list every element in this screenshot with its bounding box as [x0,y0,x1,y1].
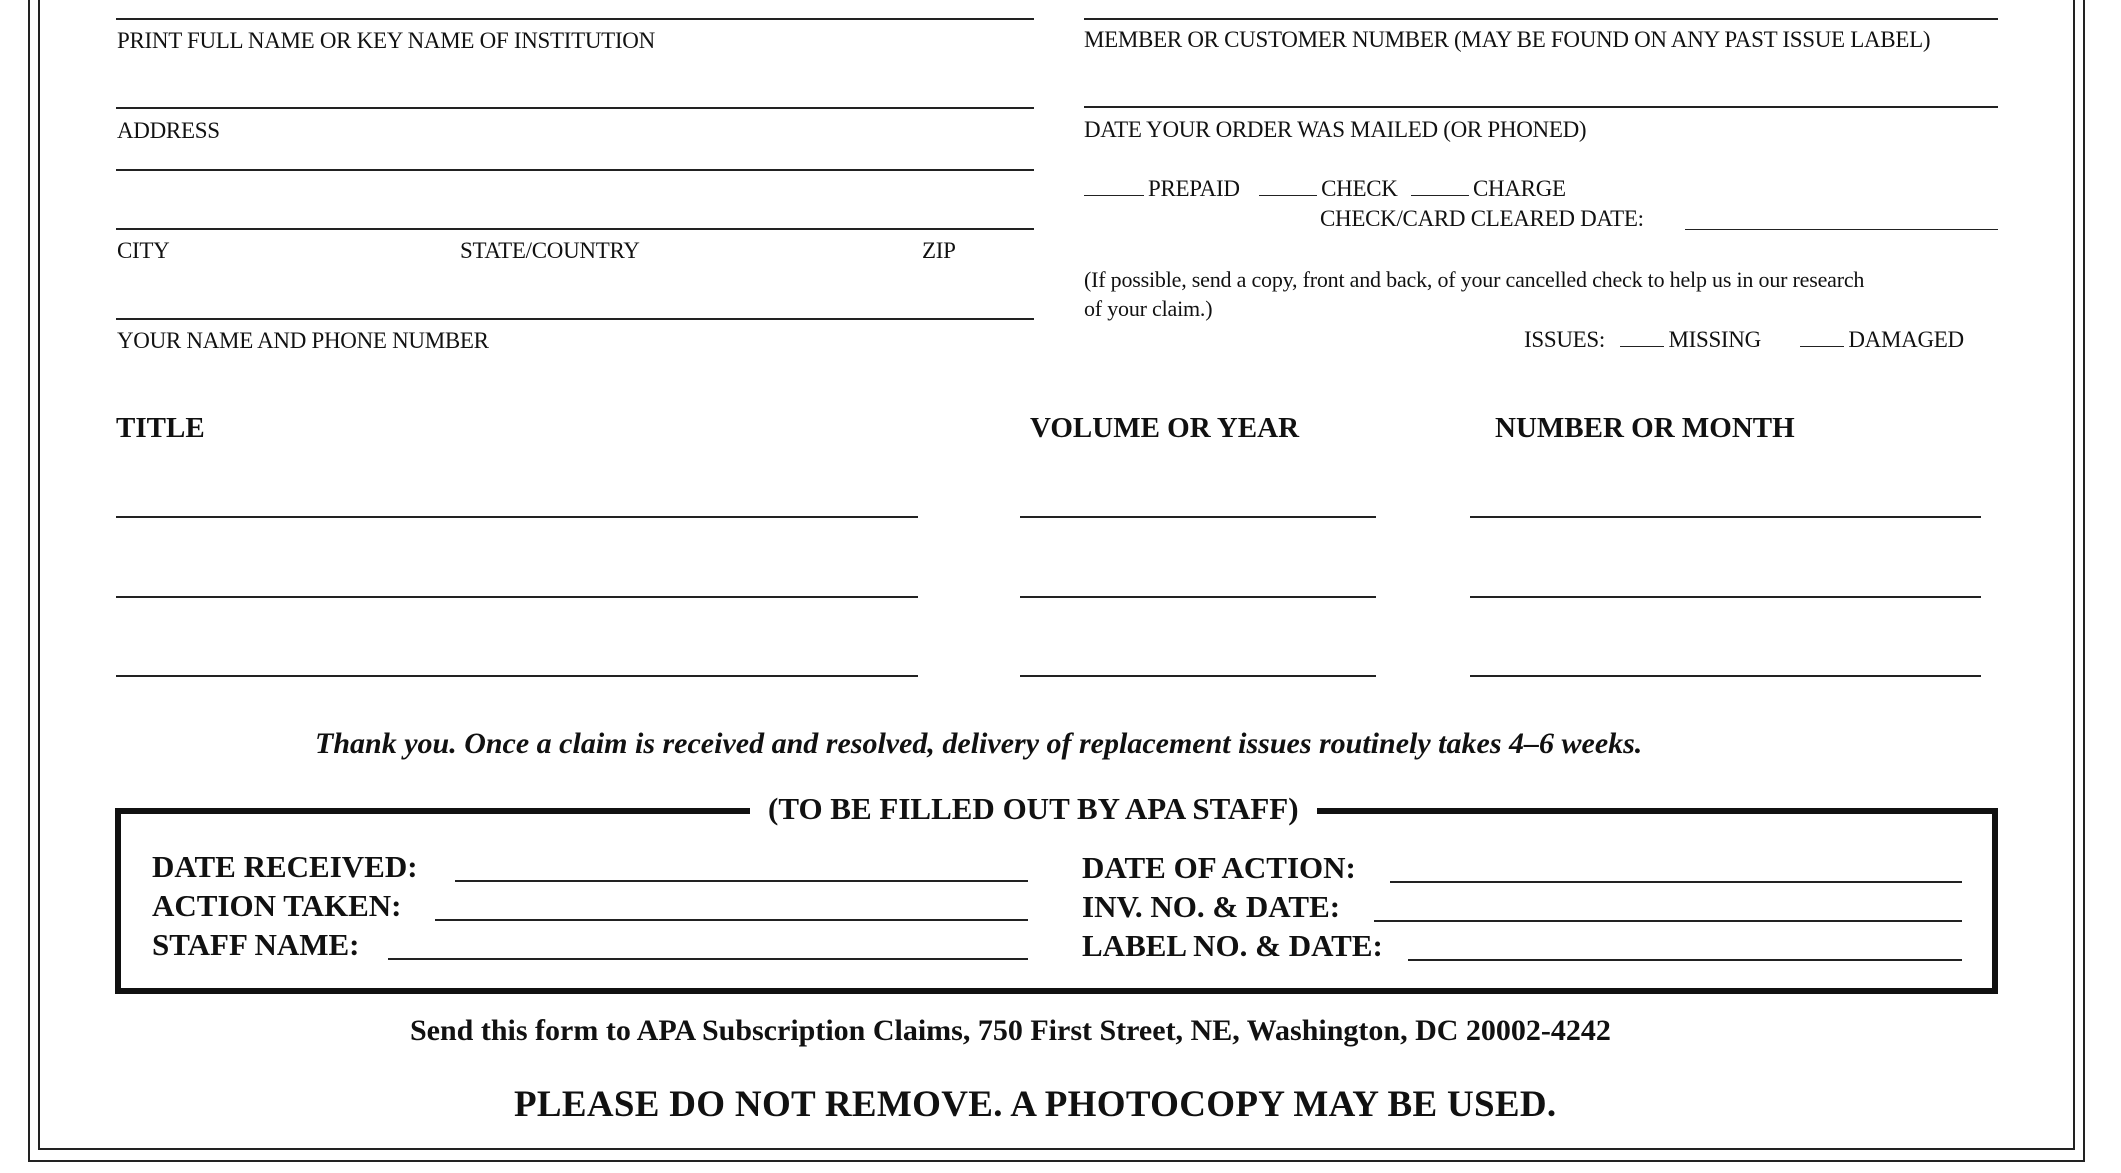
number-entry-line-3[interactable] [1470,675,1981,677]
name-field-label: PRINT FULL NAME OR KEY NAME OF INSTITUTION [117,28,655,53]
mailing-address: Send this form to APA Subscription Claims, 750 First Street, NE, Washington, DC 20002-4242 [410,1014,1611,1047]
payment-options-row [1084,177,1566,200]
cleared-date-line[interactable] [1685,229,1998,230]
title-entry-line-1[interactable] [116,516,918,518]
action-taken-label: ACTION TAKEN: [152,888,402,923]
damaged-label: DAMAGED [1848,327,1964,352]
charge-label: CHARGE [1473,176,1566,201]
date-received-line[interactable] [455,880,1028,882]
issues-label: ISSUES: [1524,327,1605,352]
address-field-label: ADDRESS [117,118,220,143]
title-column-header: TITLE [116,412,205,444]
date-of-action-line[interactable] [1390,881,1962,883]
number-column-header: NUMBER OR MONTH [1495,412,1795,444]
state-field-label: STATE/COUNTRY [460,238,640,263]
number-entry-line-2[interactable] [1470,596,1981,598]
member-field-line-top[interactable] [1084,18,1998,20]
staff-box-title: (TO BE FILLED OUT BY APA STAFF) [750,793,1317,824]
staff-name-line[interactable] [388,958,1028,960]
staff-name-label: STAFF NAME: [152,927,360,962]
photocopy-notice: PLEASE DO NOT REMOVE. A PHOTOCOPY MAY BE USED. [514,1084,1557,1125]
date-received-label: DATE RECEIVED: [152,849,418,884]
inv-no-date-line[interactable] [1374,920,1962,922]
prepaid-blank[interactable] [1084,177,1144,196]
check-copy-note-line2: of your claim.) [1084,296,1213,321]
issues-row [1524,328,1964,351]
address-field-line-top[interactable] [116,107,1034,109]
check-label: CHECK [1321,176,1398,201]
check-copy-note-line1: (If possible, send a copy, front and back, of your cancelled check to help us in our research [1084,267,1865,292]
missing-blank[interactable] [1620,328,1664,347]
action-taken-line[interactable] [435,919,1028,921]
volume-column-header: VOLUME OR YEAR [1030,412,1300,444]
thank-you-message: Thank you. Once a claim is received and resolved, delivery of replacement issues routinely takes 4–6 weeks. [315,727,1643,760]
prepaid-label: PREPAID [1148,176,1240,201]
volume-entry-line-2[interactable] [1020,596,1376,598]
charge-blank[interactable] [1411,177,1469,196]
title-entry-line-3[interactable] [116,675,918,677]
date-of-action-label: DATE OF ACTION: [1082,850,1356,885]
city-field-line[interactable] [116,228,1034,230]
your-name-field-line[interactable] [116,318,1034,320]
damaged-blank[interactable] [1800,328,1844,347]
volume-entry-line-1[interactable] [1020,516,1376,518]
date-mailed-field-label: DATE YOUR ORDER WAS MAILED (OR PHONED) [1084,117,1587,142]
address-field-line-2[interactable] [116,169,1034,171]
volume-entry-line-3[interactable] [1020,675,1376,677]
your-name-field-label: YOUR NAME AND PHONE NUMBER [117,328,489,353]
title-entry-line-2[interactable] [116,596,918,598]
member-field-label: MEMBER OR CUSTOMER NUMBER (MAY BE FOUND ON ANY PAST ISSUE LABEL) [1084,27,1931,52]
name-field-line-top[interactable] [116,18,1034,20]
label-no-date-label: LABEL NO. & DATE: [1082,928,1383,963]
zip-field-label: ZIP [922,238,956,263]
missing-label: MISSING [1668,327,1761,352]
city-field-label: CITY [117,238,170,263]
cleared-date-label: CHECK/CARD CLEARED DATE: [1320,206,1644,231]
check-blank[interactable] [1259,177,1317,196]
date-mailed-field-line[interactable] [1084,106,1998,108]
inv-no-date-label: INV. NO. & DATE: [1082,889,1341,924]
number-entry-line-1[interactable] [1470,516,1981,518]
label-no-date-line[interactable] [1408,959,1962,961]
